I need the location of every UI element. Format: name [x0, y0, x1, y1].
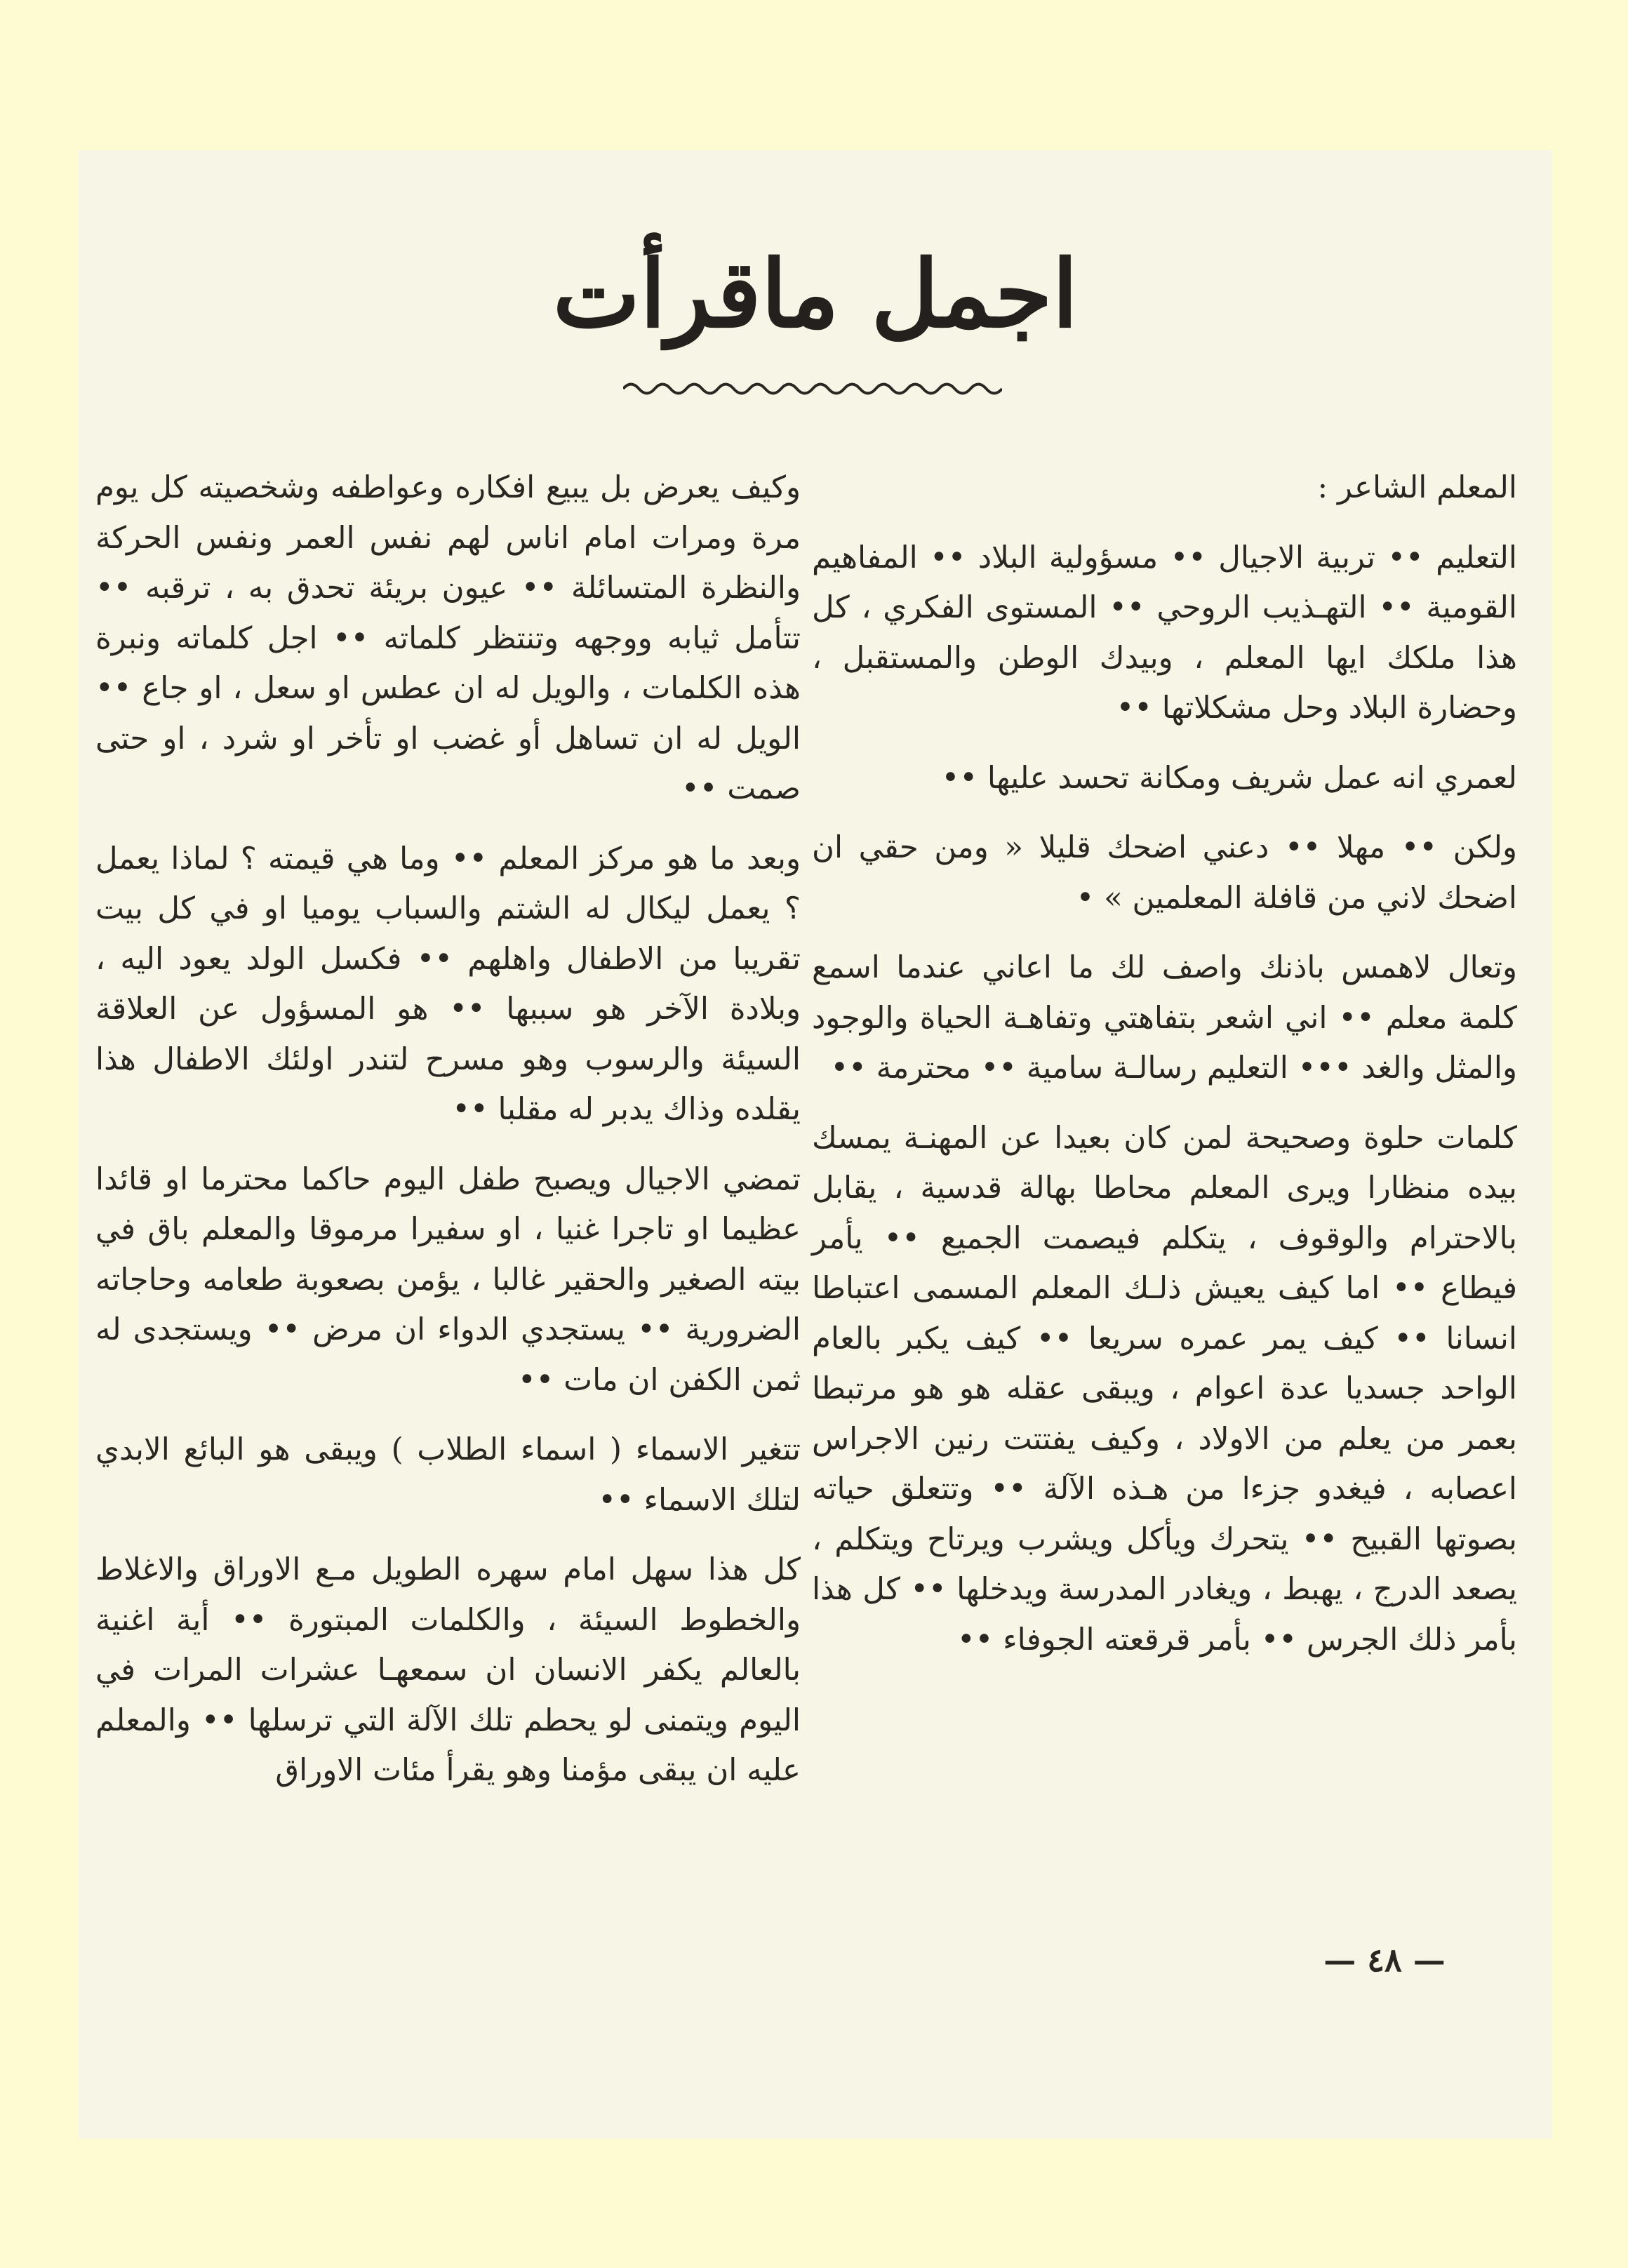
paragraph: تتغير الاسماء ( اسماء الطلاب ) ويبقى هو البائع الابدي لتلك الاسماء ••: [95, 1432, 801, 1518]
article-title: اجمل ماقرأت: [552, 240, 1079, 349]
paragraph: وكيف يعرض بل يبيع افكاره وعواطفه وشخصيته كل يوم مرة ومرات امام اناس لهم نفس العمر ونفس الحركة والنظرة المتسائلة •• عيون بريئة تحدق به ، ترقبه •• تتأمل ثيابه ووجهه وتنتظر كلماته •• اجل كلماته ونبرة هذه الكلمات ، والويل له ان عطس او سعل ، او جاع •• الويل له ان تساهل أو غضب او تأخر او شرد ، او حتى صمت ••: [95, 470, 801, 806]
right-column: [812, 463, 1517, 1685]
page-number: — ٤٨ —: [1323, 1941, 1446, 1979]
paragraph: كلمات حلوة وصحيحة لمن كان بعيدا عن المهنـة يمسك بيده منظارا ويرى المعلم محاطا بهالة قدسية ، يقابل بالاحترام والوقوف ، يتكلم فيصمت الجميع •• يأمر فيطاع •• اما كيف يعيش ذلـك المعلم المسمى اعتباطا انسانا •• كيف يمر عمره سريعا •• كيف يكبر بالعام الواحد جسديا عدة اعوام ، ويبقى عقله هو هو مرتبطا بعمر من يعلم من الاولاد ، وكيف يفتتت رنين الاجراس اعصابه ، فيغدو جزءا من هـذه الآلة •• وتتعلق حياته بصوتها القبيح •• يتحرك ويأكل ويشرب ويرتاح ويتكلم ، يصعد الدرج ، يهبط ، ويغادر المدرسة ويدخلها •• كل هذا بأمر ذلك الجرس •• بأمر قرقعته الجوفاء ••: [812, 1120, 1517, 1657]
left-column: [95, 463, 801, 1816]
paragraph: المعلم الشاعر :: [1317, 470, 1517, 505]
wavy-divider: [623, 378, 1002, 399]
magazine-page: [79, 150, 1552, 2139]
paragraph: كل هذا سهل امام سهره الطويل مـع الاوراق والاغلاط والخطوط السيئة ، والكلمات المبتورة •• أية اغنية بالعالم يكفر الانسان ان سمعهـا عشرات المرات في اليوم ويتمنى لو يحطم تلك الآلة التي ترسلها •• والمعلم عليه ان يبقى مؤمنا وهو يقرأ مئات الاوراق: [95, 1552, 801, 1788]
paragraph: ولكن •• مهلا •• دعني اضحك قليلا « ومن حقي ان اضحك لاني من قافلة المعلمين » •: [812, 830, 1517, 916]
paragraph: وتعال لاهمس باذنك واصف لك ما اعاني عندما اسمع كلمة معلم •• اني اشعر بتفاهتي وتفاهـة الحياة والوجود والمثل والغد ••• التعليم رسالـة سامية •• محترمة ••: [812, 950, 1517, 1086]
paragraph: وبعد ما هو مركز المعلم •• وما هي قيمته ؟ لماذا يعمل ؟ يعمل ليكال له الشتم والسباب يوميا او في كل بيت تقريبا من الاطفال واهلهم •• فكسل الولد يعود اليه ، وبلادة الآخر هو سببها •• هو المسؤول عن العلاقة السيئة والرسوب وهو مسرح لتندر اولئك الاطفال هذا يقلده وذاك يدبر له مقلبا ••: [95, 841, 801, 1127]
paragraph: التعليم •• تربية الاجيال •• مسؤولية البلاد •• المفاهيم القومية •• التهـذيب الروحي •• المستوى الفكري ، كل هذا ملكك ايها المعلم ، وبيدك الوطن والمستقبل ، وحضارة البلاد وحل مشكلاتها ••: [812, 540, 1517, 726]
paragraph: تمضي الاجيال ويصبح طفل اليوم حاكما محترما او قائدا عظيما او تاجرا غنيا ، او سفيرا مرموقا والمعلم باق في بيته الصغير والحقير غالبا ، يؤمن بصعوبة طعامه وحاجاته الضرورية •• يستجدي الدواء ان مرض •• ويستجدى له ثمن الكفن ان مات ••: [95, 1161, 801, 1398]
paragraph: لعمري انه عمل شريف ومكانة تحسد عليها ••: [941, 760, 1517, 796]
